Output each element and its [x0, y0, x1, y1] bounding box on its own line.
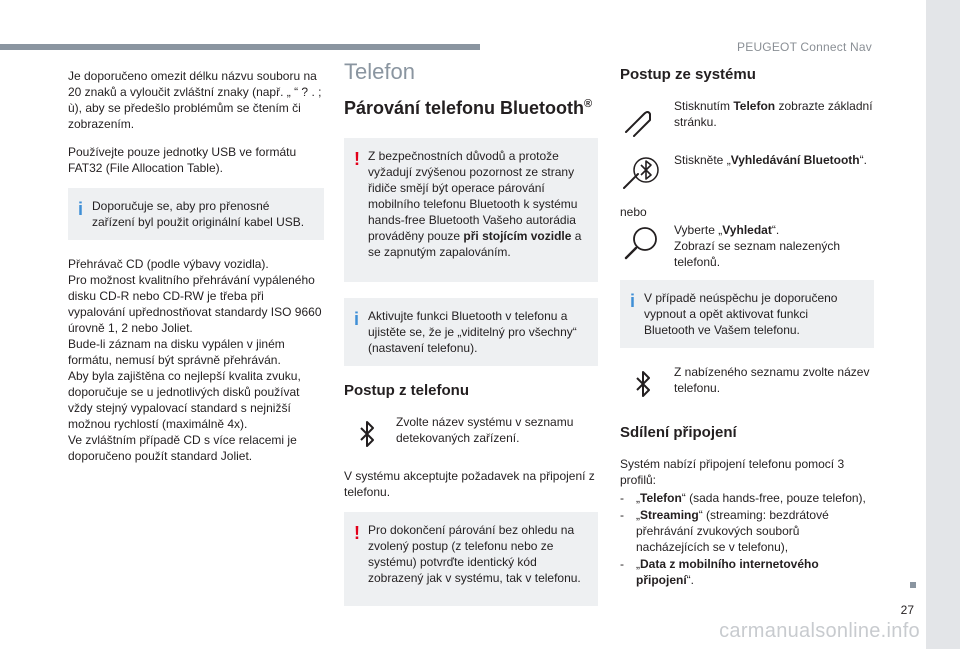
- step-text: [674, 152, 874, 168]
- magnifier-icon: [620, 224, 664, 264]
- section-title: Telefon: [344, 59, 415, 84]
- header-title: PEUGEOT Connect Nav: [737, 40, 872, 54]
- list-item-part: “ (sada hands-free, pouze telefon),: [681, 491, 866, 505]
- list-item: [620, 556, 874, 588]
- list-item: [620, 490, 874, 506]
- warning-box-safety: [344, 138, 598, 282]
- cd-line: Ve zvláštním případě CD s více relacemi je doporučeno použít standard Joliet.: [68, 433, 297, 463]
- warning-icon: !: [354, 523, 360, 543]
- step-text: [674, 222, 874, 270]
- info-text: V případě neúspěchu je doporučeno vypnout a opět aktivovat funkci Bluetooth ve Vašem telefonu.: [644, 291, 838, 337]
- info-icon: i: [354, 309, 360, 329]
- step-text-bold: Vyhledat: [722, 223, 772, 237]
- step-text-line: Zobrazí se seznam nalezených telefonů.: [674, 239, 841, 269]
- warning-text: Pro dokončení párování bez ohledu na zvolený postup (z telefonu nebo ze systému) potvrďte identický kód zobrazený jak v systému, tak v telefonu.: [368, 523, 581, 585]
- cd-line: Aby byla zajištěna co nejlepší kvalita zvuku, doporučuje se u jednotlivých disků používat vždy stejný vypalovací standard s nejnižší možnou rychlostí (maximálně 4x).: [68, 369, 301, 431]
- list-item-part: “ (streaming: bezdrátové přehrávání zvukových souborů nacházejících se v telefonu),: [636, 508, 829, 554]
- step-text-part: Stiskněte „: [674, 153, 731, 167]
- accept-request-text: V systému akceptujte požadavek na připojení z telefonu.: [344, 469, 595, 499]
- step-select-system: [344, 414, 598, 458]
- finger-touch-icon: [620, 100, 664, 140]
- step-text: [674, 98, 874, 130]
- info-box-retry: [620, 280, 874, 348]
- cd-line: Bude-li záznam na disku vypálen v jiném formátu, nemusí být správně přehráván.: [68, 337, 285, 367]
- filename-advice: Je doporučeno omezit délku názvu souboru na 20 znaků a vyloučit zvláštní znaky (např. „ “ ? . ; ù), aby se předešlo problémům se čtením či zobrazením.: [68, 69, 322, 131]
- list-item-bold: Telefon: [640, 491, 682, 505]
- list-item: [620, 507, 874, 555]
- info-text: Aktivujte funkci Bluetooth v telefonu a ujistěte se, že je „viditelný pro všechny“ (nastavení telefonu).: [368, 309, 577, 355]
- step-text-part: Stisknutím: [674, 99, 734, 113]
- step-text: Z nabízeného seznamu zvolte název telefonu.: [674, 365, 870, 395]
- watermark: carmanualsonline.info: [719, 620, 920, 642]
- or-text: nebo: [620, 205, 647, 219]
- list-item-part: „: [636, 557, 640, 571]
- step-text-bold: Telefon: [733, 99, 776, 113]
- cd-line: Přehrávač CD (podle výbavy vozidla).: [68, 257, 269, 271]
- list-dash: -: [620, 508, 624, 522]
- column-right: [620, 66, 874, 589]
- column-left: [68, 68, 324, 464]
- step-text-line: [674, 222, 874, 238]
- bluetooth-icon: [620, 366, 664, 406]
- profiles-list: [620, 490, 874, 588]
- warning-text-part: Z bezpečnostních důvodů a protože vyžadují zvýšenou pozornost ze strany řidiče smějí být operace párování mobilního telefonu Bluetooth k systému hands-free Bluetooth Vašeho autorádia prováděny pouze: [368, 149, 578, 243]
- profiles-intro: Systém nabízí připojení telefonu pomocí 3 profilů:: [620, 457, 845, 487]
- list-item-part: “.: [686, 573, 695, 587]
- step-text-part: “.: [859, 153, 867, 167]
- bluetooth-icon: [344, 416, 388, 456]
- header-rule: [0, 44, 480, 50]
- list-item-part: „: [636, 508, 640, 522]
- phone-procedure-heading: Postup z telefonu: [344, 382, 469, 399]
- list-item-bold: Streaming: [640, 508, 699, 522]
- list-item-part: „: [636, 491, 640, 505]
- column-middle: [344, 60, 598, 622]
- continue-marker: [910, 582, 916, 588]
- pairing-heading-text: Párování telefonu Bluetooth: [344, 98, 585, 118]
- step-text: Zvolte název systému v seznamu detekovaných zařízení.: [396, 415, 574, 445]
- list-dash: -: [620, 491, 624, 505]
- step-bluetooth-search: [620, 152, 874, 196]
- list-dash: -: [620, 557, 624, 571]
- system-procedure-heading: Postup ze systému: [620, 66, 756, 83]
- step-press-phone: [620, 98, 874, 142]
- list-item-bold: Data z mobilního internetového připojení: [636, 557, 819, 587]
- warning-text-part: a se zapnutým zapalováním.: [368, 229, 582, 259]
- page-number: 27: [900, 603, 914, 617]
- usb-format-advice: Používejte pouze jednotky USB ve formátu FAT32 (File Allocation Table).: [68, 145, 297, 175]
- cd-player-paragraph: [68, 256, 324, 464]
- step-text-part: zobrazte základní stránku.: [674, 99, 873, 129]
- step-search: [620, 222, 874, 270]
- info-icon: i: [630, 291, 636, 311]
- pairing-heading: [344, 94, 598, 118]
- info-box-usb-cable: [68, 188, 324, 240]
- info-box-bluetooth: [344, 298, 598, 366]
- sharing-heading: Sdílení připojení: [620, 424, 737, 441]
- step-text-part: “.: [771, 223, 780, 237]
- cd-line: Pro možnost kvalitního přehrávání vypáleného disku CD-R nebo CD-RW je třeba při vypalování upřednostňovat standardy ISO 9660 úrovně 1, 2 nebo Joliet.: [68, 273, 322, 335]
- step-text-part: Vyberte „: [674, 223, 723, 237]
- warning-box-code: [344, 512, 598, 606]
- warning-text-bold: při stojícím vozidle: [463, 229, 572, 243]
- warning-icon: !: [354, 149, 360, 169]
- registered-mark: ®: [584, 98, 593, 110]
- side-strip: [926, 0, 960, 649]
- info-icon: i: [78, 199, 84, 219]
- warning-text: [368, 148, 586, 260]
- info-text: Doporučuje se, aby pro přenosné zařízení byl použit originální kabel USB.: [92, 199, 305, 229]
- step-text-bold: Vyhledávání Bluetooth: [730, 153, 860, 167]
- step-choose-phone: [620, 364, 874, 408]
- bluetooth-search-icon: [620, 154, 664, 194]
